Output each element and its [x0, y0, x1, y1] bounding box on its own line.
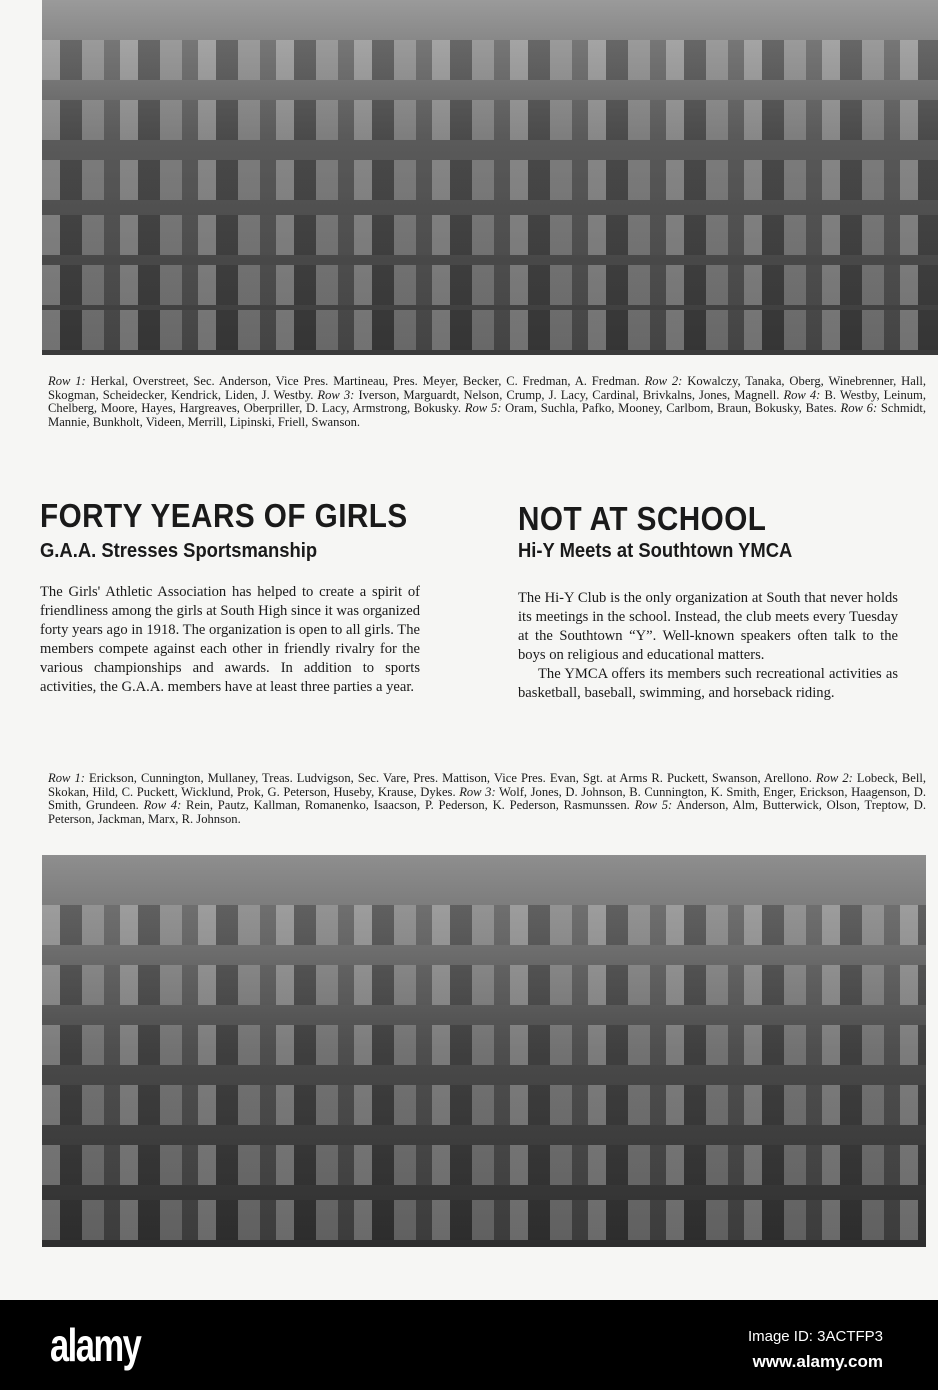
right-article-subtitle: Hi-Y Meets at Southtown YMCA	[518, 540, 793, 562]
image-id: Image ID: 3ACTFP3	[747, 1328, 883, 1345]
right-article-title: NOT AT SCHOOL	[518, 500, 767, 537]
caption-row: Row 5: Oram, Suchla, Pafko, Mooney, Carlbom, Braun, Bokusky, Bates.	[464, 401, 837, 415]
watermark-footer	[0, 1300, 938, 1390]
caption-row: Row 2: Lobeck, Bell, Skokan, Hild, C. Puckett, Wicklund, Prok, G. Peterson, Huseby, Krause, Dykes.	[48, 771, 927, 799]
caption-row: Row 3: Iverson, Marguardt, Nelson, Crump, J. Lacy, Cardinal, Brivkalns, Jones, Magnell.	[317, 387, 780, 402]
caption-row: Row 5: Anderson, Alm, Butterwick, Olson, Treptow, D. Peterson, Jackman, Marx, R. Johnson.	[48, 798, 927, 826]
caption-row: Row 1: Erickson, Cunnington, Mullaney, Treas. Ludvigson, Sec. Vare, Pres. Mattison, Vice Pres. Evan, Sgt. at Arms R. Puckett, Swanson, Arellono.	[48, 771, 812, 785]
left-article-subtitle: G.A.A. Stresses Sportsmanship	[40, 540, 318, 562]
website-link[interactable]: www.alamy.com	[752, 1352, 883, 1371]
caption-row: Row 3: Wolf, Jones, D. Johnson, B. Cunnington, K. Smith, Enger, Erickson, Haagenson, D. Smith, Grundeen.	[48, 784, 927, 812]
caption-row: Row 2: Kowalczy, Tanaka, Oberg, Winebrenner, Hall, Skogman, Scheidecker, Kendrick, Liden, J. Westby.	[48, 374, 927, 402]
paragraph: The Hi-Y Club is the only organization at South that never holds its meetings in the school. Instead, the club meets every Tuesday at the Southtown “Y”. Well-known speakers often talk to the boys on religious and educational matters.	[518, 590, 898, 663]
caption-row: Row 6: Schmidt, Mannie, Bunkholt, Videen, Merrill, Lipinski, Friell, Swanson.	[48, 401, 927, 429]
boys-photo-caption	[48, 772, 926, 826]
caption-row: Row 4: Rein, Pautz, Kallman, Romanenko, Isaacson, P. Pederson, K. Pederson, Rasmunssen.	[143, 798, 630, 812]
alamy-logo: alamy	[50, 1319, 141, 1371]
caption-row: Row 4: B. Westby, Leinum, Chelberg, Moore, Hayes, Hargreaves, Oberpriller, D. Lacy, Armstrong, Bokusky.	[48, 387, 927, 415]
girls-group-photo	[42, 0, 938, 355]
left-article-title: FORTY YEARS OF GIRLS	[40, 497, 408, 534]
paragraph: The Girls' Athletic Association has helped to create a spirit of friendliness among the girls at South High since it was organized forty years ago in 1918. The organization is open to all girls. The members compete against each other in friendly rivalry for the various championships and awards. In addition to sports activities, the G.A.A. members have at least three parties a year.	[40, 584, 420, 695]
caption-row: Row 1: Herkal, Overstreet, Sec. Anderson, Vice Pres. Martineau, Pres. Meyer, Becker, C. Fredman, A. Fredman.	[48, 374, 640, 388]
paragraph: The YMCA offers its members such recreational activities as basketball, baseball, swimming, and horseback riding.	[518, 666, 898, 701]
left-article-body	[40, 583, 420, 697]
girls-photo-caption	[48, 375, 926, 429]
boys-group-photo	[42, 855, 926, 1247]
right-article-body	[518, 589, 898, 703]
